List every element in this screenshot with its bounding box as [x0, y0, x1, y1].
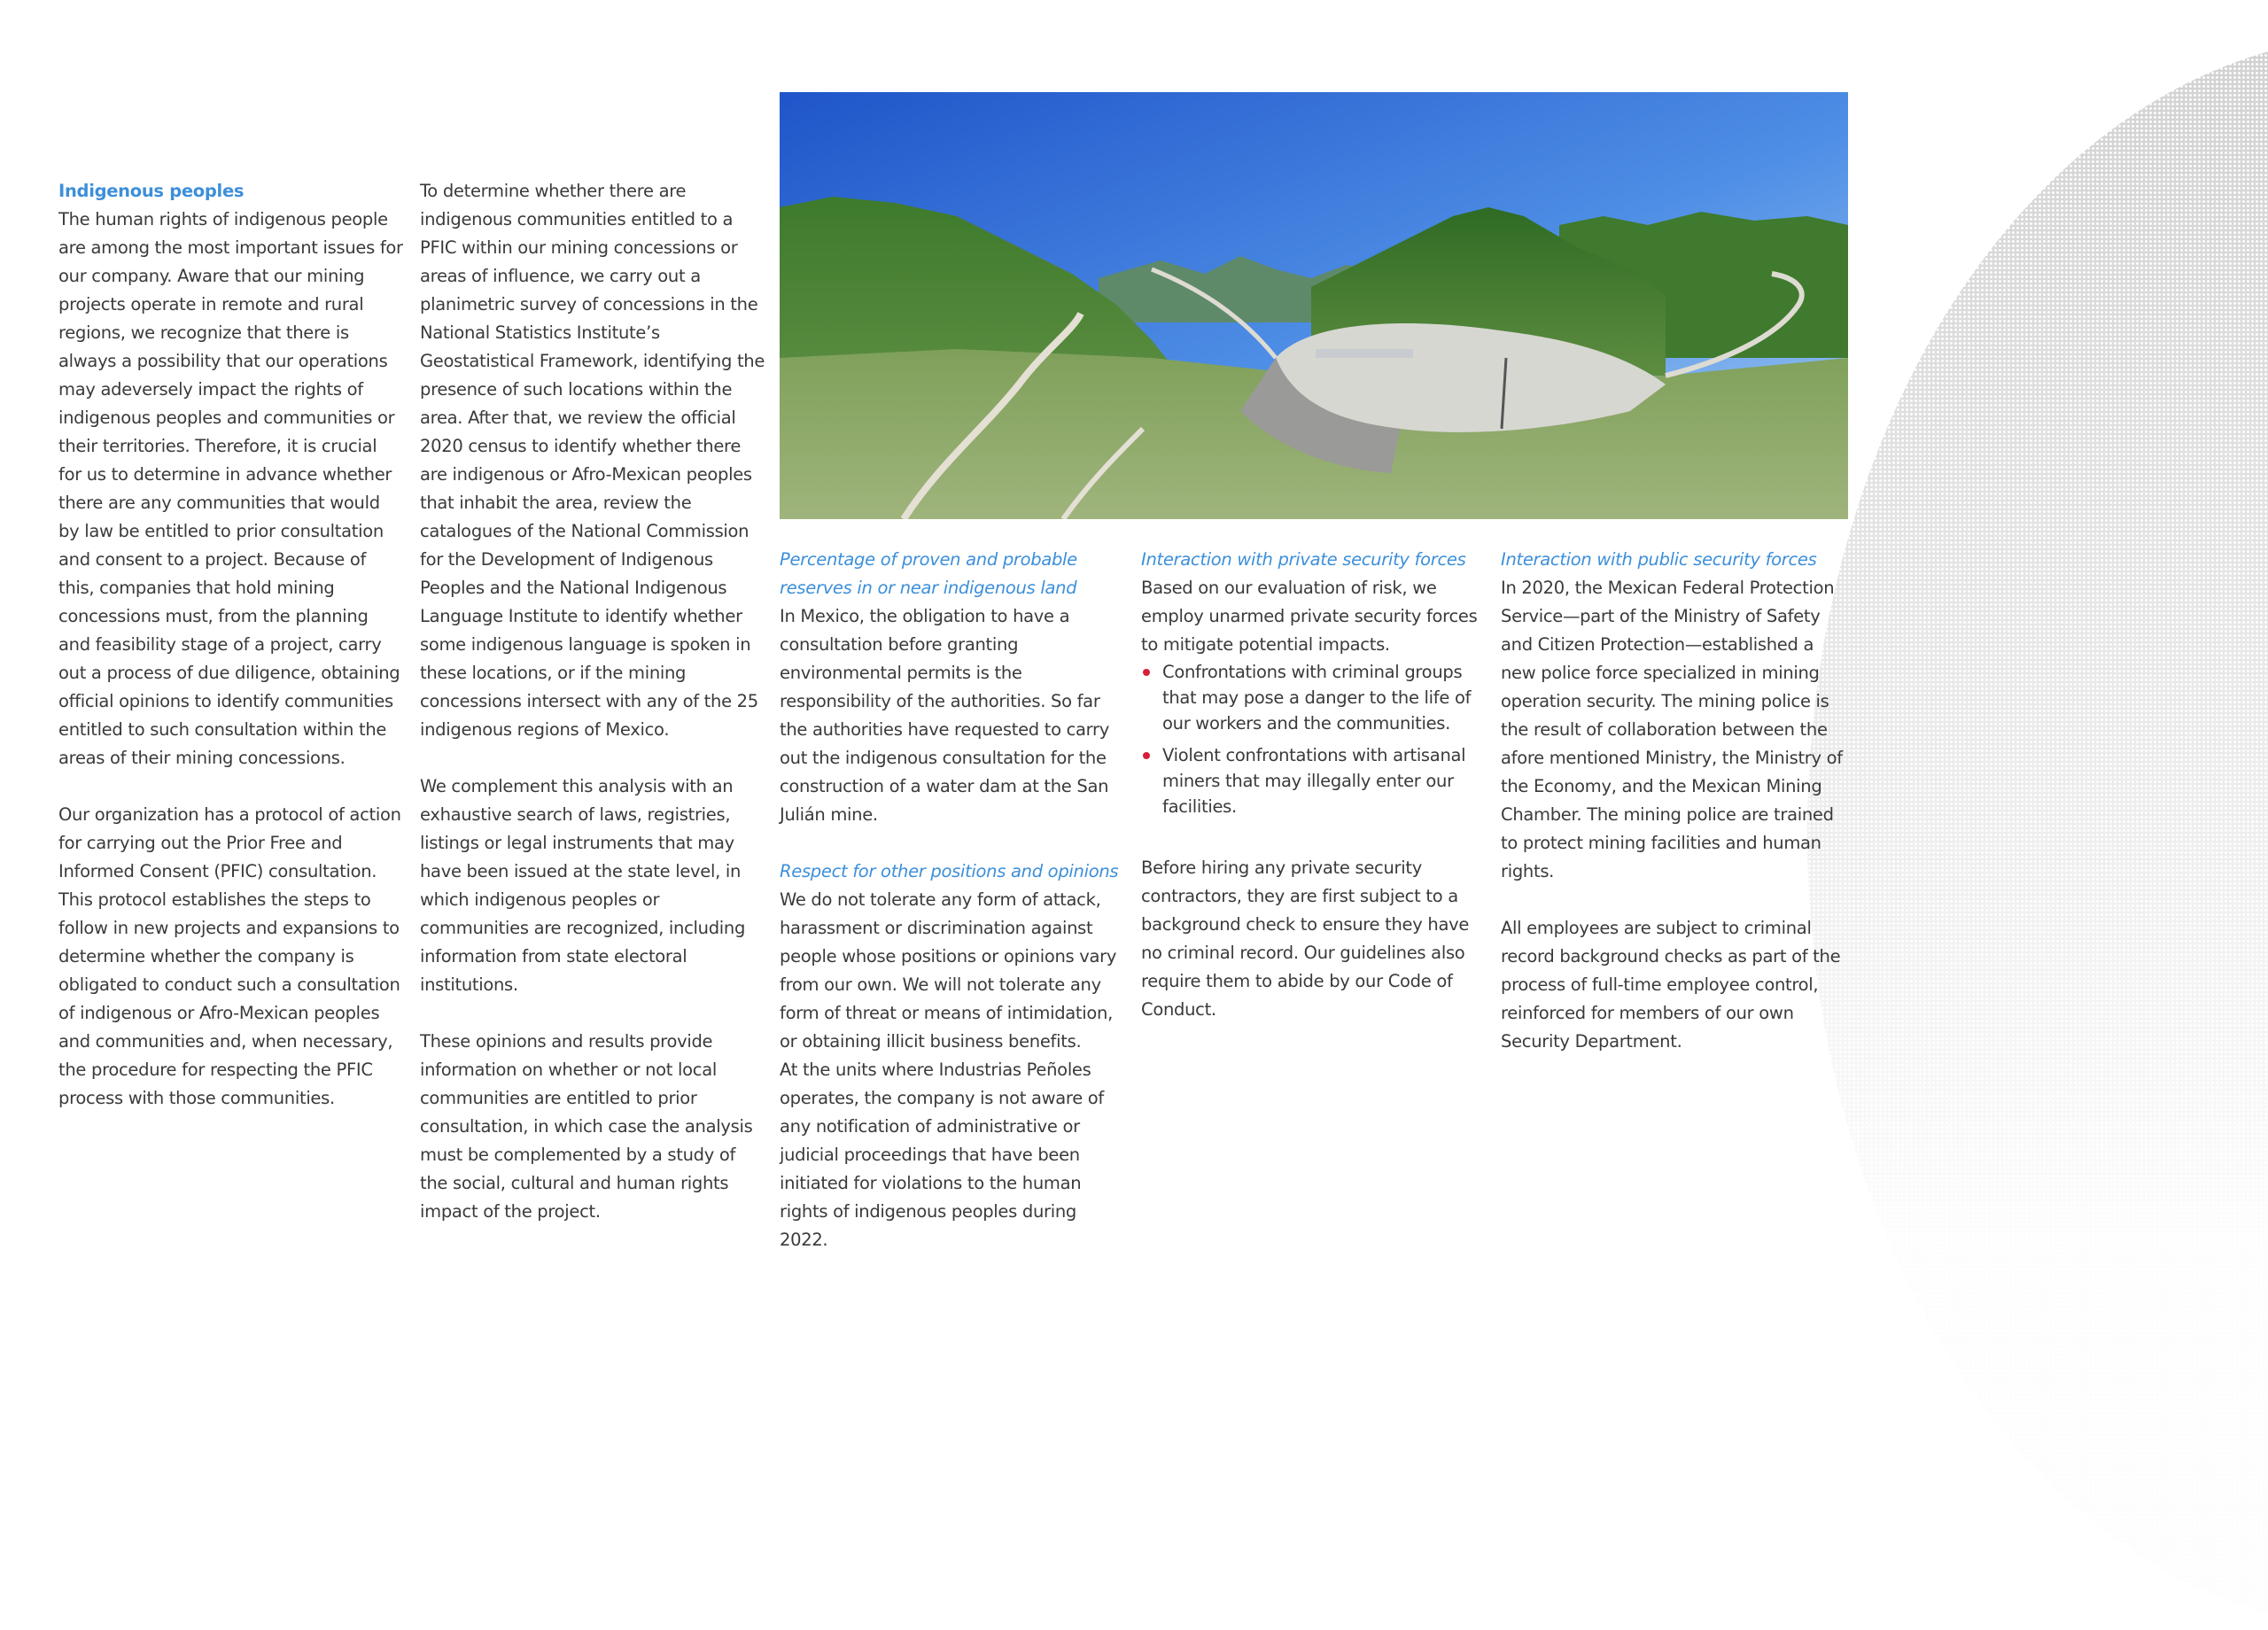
column-2: [420, 177, 765, 1226]
paragraph: All employees are subject to criminal record background checks as part of the process of full-time employee control, reinforced for members of our own Security Department.: [1501, 918, 1841, 1052]
paragraph: In Mexico, the obligation to have a consultation before granting environmental permits is the responsibility of the authorities. So far the authorities have requested to carry out the indigenous consultation for the construction of a water dam at the San Julián mine.: [780, 606, 1110, 825]
column-1: [58, 177, 404, 1113]
risk-bullet-list: [1141, 659, 1487, 819]
subheading-respect-positions: Respect for other positions and opinions: [780, 861, 1119, 881]
paragraph: At the units where Industrias Peñoles operates, the company is not aware of any notification of administrative or judicial proceedings that have been initiated for violations to the human rights of indigenous peoples during 2022.: [780, 1060, 1104, 1250]
paragraph: Before hiring any private security contractors, they are first subject to a background check to ensure they have no criminal record. Our guidelines also require them to abide by our Code of Conduct.: [1141, 858, 1470, 1020]
list-item: Violent confrontations with artisanal miners that may illegally enter our facilities.: [1141, 742, 1487, 819]
decorative-dotted-arc: [1807, 35, 2268, 1630]
paragraph: To determine whether there are indigenous communities entitled to a PFIC within our mining concessions or areas of influence, we carry out a planimetric survey of concessions in the National Statistics Institute’s Geostatistical Framework, identifying the presence of such locations within the area. After that, we review the official 2020 census to identify whether there are indigenous or Afro-Mexican peoples that inhabit the area, review the catalogues of the National Commission for the Development of Indigenous Peoples and the National Indigenous Language Institute to identify whether some indigenous language is spoken in these locations, or if the mining concessions intersect with any of the 25 indigenous regions of Mexico.: [420, 181, 765, 740]
mountain-mine-photo: [780, 92, 1848, 519]
paragraph: In 2020, the Mexican Federal Protection Service—part of the Ministry of Safety and Citizen Protection—established a new police force specialized in mining operation security. The mining police is the result of collaboration between the afore mentioned Ministry, the Ministry of the Economy, and the Mexican Mining Chamber. The mining police are trained to protect mining facilities and human rights.: [1501, 578, 1843, 881]
paragraph: Our organization has a protocol of action for carrying out the Prior Free and Informed Consent (PFIC) consultation. This protocol establishes the steps to follow in new projects and expansions to determine whether the company is obligated to conduct such a consultation of indigenous or Afro-Mexican peoples and communities and, when necessary, the procedure for respecting the PFIC process with those communities.: [58, 804, 401, 1108]
paragraph: Based on our evaluation of risk, we employ unarmed private security forces to mitigate potential impacts.: [1141, 578, 1478, 655]
column-4: [1141, 546, 1487, 1024]
column-3: [780, 546, 1125, 1254]
paragraph: The human rights of indigenous people are among the most important issues for our company. Aware that our mining projects operate in remote and rural regions, we recognize that there is always a possibility that our operations may adeversely impact the rights of indigenous peoples and communities or their territories. Therefore, it is crucial for us to determine in advance whether there are any communities that would by law be entitled to prior consultation and consent to a project. Because of this, companies that hold mining concessions must, from the planning and feasibility stage of a project, carry out a process of due diligence, obtaining official opinions to identify communities entitled to such consultation within the areas of their mining concessions.: [58, 209, 403, 768]
column-5: [1501, 546, 1846, 1056]
paragraph: We do not tolerate any form of attack, harassment or discrimination against people whose positions or opinions vary from our own. We will not tolerate any form of threat or means of intimidation, or obtaining illicit business benefits.: [780, 889, 1117, 1052]
bullet-dot-icon: [1143, 669, 1150, 676]
subheading-private-security: Interaction with private security forces: [1141, 549, 1466, 570]
paragraph: These opinions and results provide information on whether or not local communities are entitled to prior consultation, in which case the analysis must be complemented by a study of the social, cultural and human rights impact of the project.: [420, 1031, 753, 1222]
list-item: Confrontations with criminal groups that may pose a danger to the life of our workers and the communities.: [1141, 659, 1487, 736]
subheading-reserves-indigenous-land: Percentage of proven and probable reserves in or near indigenous land: [780, 549, 1077, 598]
section-heading-indigenous-peoples: Indigenous peoples: [58, 181, 245, 201]
paragraph: We complement this analysis with an exhaustive search of laws, registries, listings or legal instruments that may have been issued at the state level, in which indigenous peoples or communities are recognized, including information from state electoral institutions.: [420, 776, 746, 995]
subheading-public-security: Interaction with public security forces: [1501, 549, 1817, 570]
bullet-dot-icon: [1143, 752, 1150, 759]
